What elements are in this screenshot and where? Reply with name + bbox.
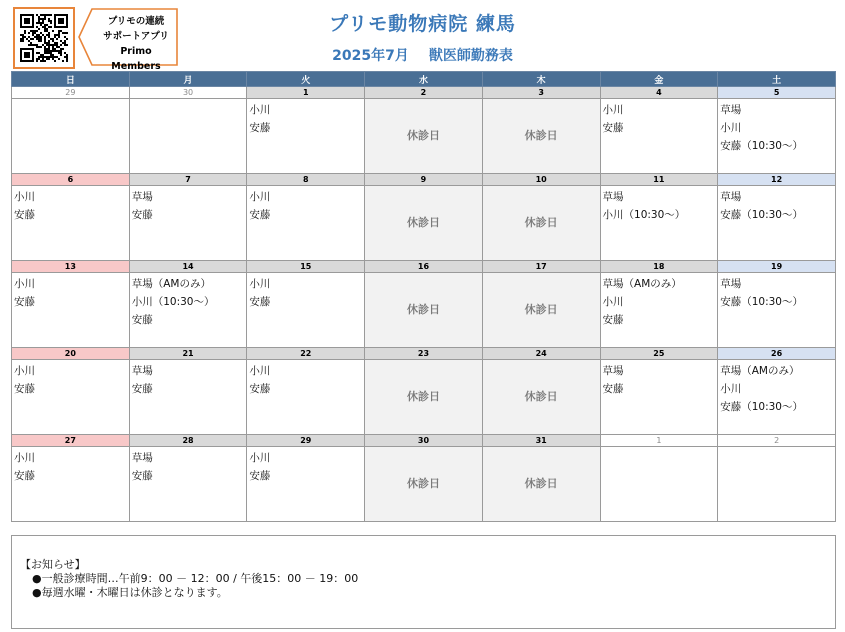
duty-cell (12, 273, 130, 348)
weekday-sun: 日 (12, 72, 130, 87)
vet-name: 小川 (602, 296, 624, 308)
vet-name: 小川 (249, 104, 271, 116)
weekday-tue: 火 (247, 72, 365, 87)
day-number: 29 (12, 87, 130, 99)
day-number: 17 (482, 261, 600, 273)
duty-cell (247, 186, 365, 261)
closed-day-cell (365, 273, 483, 348)
day-number: 9 (365, 174, 483, 186)
duty-row (12, 186, 836, 261)
day-number-row (12, 174, 836, 186)
vet-name: 草場 (131, 452, 153, 464)
day-number: 30 (129, 87, 247, 99)
closed-day-cell (482, 360, 600, 435)
weekday-header-row (12, 72, 836, 87)
duty-cell (12, 186, 130, 261)
vet-name: 安藤 (602, 122, 624, 134)
day-number-row (12, 348, 836, 360)
vet-name: 草場 (602, 365, 624, 377)
vet-name: 小川（10:30～） (602, 209, 686, 221)
vet-name: 安藤 (14, 296, 35, 308)
vet-name: 小川（10:30～） (131, 296, 215, 308)
day-number: 21 (129, 348, 247, 360)
badge-line-2: サポートアプリ (103, 31, 169, 42)
day-number: 3 (482, 87, 600, 99)
day-number: 16 (365, 261, 483, 273)
duty-cell (247, 360, 365, 435)
vet-name: 安藤 (602, 314, 624, 326)
day-number: 29 (247, 435, 365, 447)
vet-name: 草場 (720, 278, 742, 290)
vet-name: 安藤 (249, 296, 271, 308)
duty-row (12, 447, 836, 522)
vet-name: 小川 (249, 278, 271, 290)
vet-name: 安藤 (14, 209, 35, 221)
vet-name: 小川 (249, 365, 271, 377)
vet-name: 小川 (14, 452, 35, 464)
weekday-fri: 金 (600, 72, 718, 87)
vet-name: 草場（AMのみ） (131, 278, 211, 290)
vet-name: 小川 (249, 452, 271, 464)
badge-line-3: Primo Members (111, 46, 161, 72)
vet-name: 安藤 (131, 209, 153, 221)
day-number-row (12, 261, 836, 273)
day-number: 25 (600, 348, 718, 360)
year-month: 2025年7月 (332, 48, 409, 64)
vet-name: 安藤 (249, 383, 271, 395)
duty-cell (600, 360, 718, 435)
vet-name: 安藤（10:30～） (720, 209, 803, 221)
vet-name: 草場 (131, 365, 153, 377)
notice-closed-days: ●毎週水曜・木曜日は休診となります。 (32, 586, 228, 599)
vet-name: 草場 (720, 104, 742, 116)
day-number: 7 (129, 174, 247, 186)
day-number: 2 (365, 87, 483, 99)
weekday-mon: 月 (129, 72, 247, 87)
vet-name: 安藤 (249, 209, 271, 221)
vet-name: 小川 (720, 122, 742, 134)
vet-name: 小川 (602, 104, 624, 116)
duty-cell (129, 99, 247, 174)
duty-cell (12, 360, 130, 435)
vet-name: 草場 (131, 191, 153, 203)
closed-day-cell (482, 447, 600, 522)
day-number: 6 (12, 174, 130, 186)
closed-label: 休診日 (406, 216, 440, 229)
closed-day-cell (365, 186, 483, 261)
closed-label: 休診日 (406, 303, 440, 316)
closed-label: 休診日 (406, 390, 440, 403)
weekday-wed: 水 (365, 72, 483, 87)
vet-name: 安藤 (249, 122, 271, 134)
weekday-thu: 木 (482, 72, 600, 87)
day-number: 5 (718, 87, 836, 99)
vet-name: 草場（AMのみ） (720, 365, 800, 377)
notice-box (11, 535, 836, 629)
closed-label: 休診日 (406, 477, 440, 490)
vet-name: 安藤（10:30～） (720, 296, 803, 308)
day-number: 8 (247, 174, 365, 186)
day-number: 20 (12, 348, 130, 360)
day-number: 11 (600, 174, 718, 186)
duty-cell (129, 273, 247, 348)
closed-label: 休診日 (406, 129, 440, 142)
closed-label: 休診日 (524, 477, 558, 490)
closed-day-cell (365, 99, 483, 174)
vet-name: 小川 (249, 191, 271, 203)
notice-hours: ●一般診療時間…午前9：00 － 12：00 / 午後15：00 － 19：00 (32, 572, 359, 585)
duty-cell (247, 447, 365, 522)
duty-cell (12, 99, 130, 174)
day-number: 28 (129, 435, 247, 447)
clinic-name: プリモ動物病院 練馬 (329, 13, 516, 35)
badge-line-1: プリモの連続 (107, 16, 165, 27)
duty-cell (600, 99, 718, 174)
closed-day-cell (365, 360, 483, 435)
day-number: 1 (600, 435, 718, 447)
day-number: 24 (482, 348, 600, 360)
day-number: 18 (600, 261, 718, 273)
vet-name: 安藤 (131, 470, 153, 482)
day-number: 31 (482, 435, 600, 447)
duty-row (12, 360, 836, 435)
duty-cell (718, 360, 836, 435)
doc-title: 獣医師勤務表 (428, 48, 513, 64)
closed-label: 休診日 (524, 216, 558, 229)
duty-cell (129, 360, 247, 435)
day-number: 4 (600, 87, 718, 99)
vet-name: 安藤 (249, 470, 271, 482)
closed-day-cell (482, 273, 600, 348)
vet-name: 安藤 (131, 314, 153, 326)
vet-name: 安藤 (602, 383, 624, 395)
duty-cell (12, 447, 130, 522)
vet-name: 小川 (14, 191, 35, 203)
duty-cell (247, 273, 365, 348)
day-number: 12 (718, 174, 836, 186)
duty-row (12, 99, 836, 174)
day-number: 22 (247, 348, 365, 360)
day-number: 2 (718, 435, 836, 447)
vet-name: 安藤 (14, 383, 35, 395)
duty-cell (718, 447, 836, 522)
notice-heading: 【お知らせ】 (20, 558, 86, 571)
duty-cell (129, 186, 247, 261)
day-number: 19 (718, 261, 836, 273)
vet-name: 安藤（10:30～） (720, 140, 803, 152)
duty-row (12, 273, 836, 348)
vet-name: 草場 (720, 191, 742, 203)
duty-cell (718, 273, 836, 348)
vet-name: 安藤（10:30～） (720, 401, 803, 413)
vet-name: 草場 (602, 191, 624, 203)
closed-day-cell (365, 447, 483, 522)
closed-day-cell (482, 99, 600, 174)
vet-name: 安藤 (14, 470, 35, 482)
day-number: 30 (365, 435, 483, 447)
duty-cell (600, 447, 718, 522)
duty-cell (718, 99, 836, 174)
duty-cell (600, 186, 718, 261)
vet-name: 小川 (720, 383, 742, 395)
closed-label: 休診日 (524, 390, 558, 403)
duty-cell (718, 186, 836, 261)
duty-cell (600, 273, 718, 348)
closed-label: 休診日 (524, 129, 558, 142)
day-number: 26 (718, 348, 836, 360)
day-number: 23 (365, 348, 483, 360)
vet-name: 草場（AMのみ） (602, 278, 682, 290)
day-number: 14 (129, 261, 247, 273)
vet-name: 小川 (14, 365, 35, 377)
day-number: 1 (247, 87, 365, 99)
duty-cell (129, 447, 247, 522)
calendar-table (11, 71, 836, 522)
vet-name: 小川 (14, 278, 35, 290)
day-number: 15 (247, 261, 365, 273)
closed-label: 休診日 (524, 303, 558, 316)
schedule-title (0, 45, 845, 65)
day-number: 27 (12, 435, 130, 447)
duty-cell (247, 99, 365, 174)
day-number: 10 (482, 174, 600, 186)
closed-day-cell (482, 186, 600, 261)
vet-name: 安藤 (131, 383, 153, 395)
day-number-row (12, 87, 836, 99)
day-number: 13 (12, 261, 130, 273)
day-number-row (12, 435, 836, 447)
weekday-sat: 土 (718, 72, 836, 87)
